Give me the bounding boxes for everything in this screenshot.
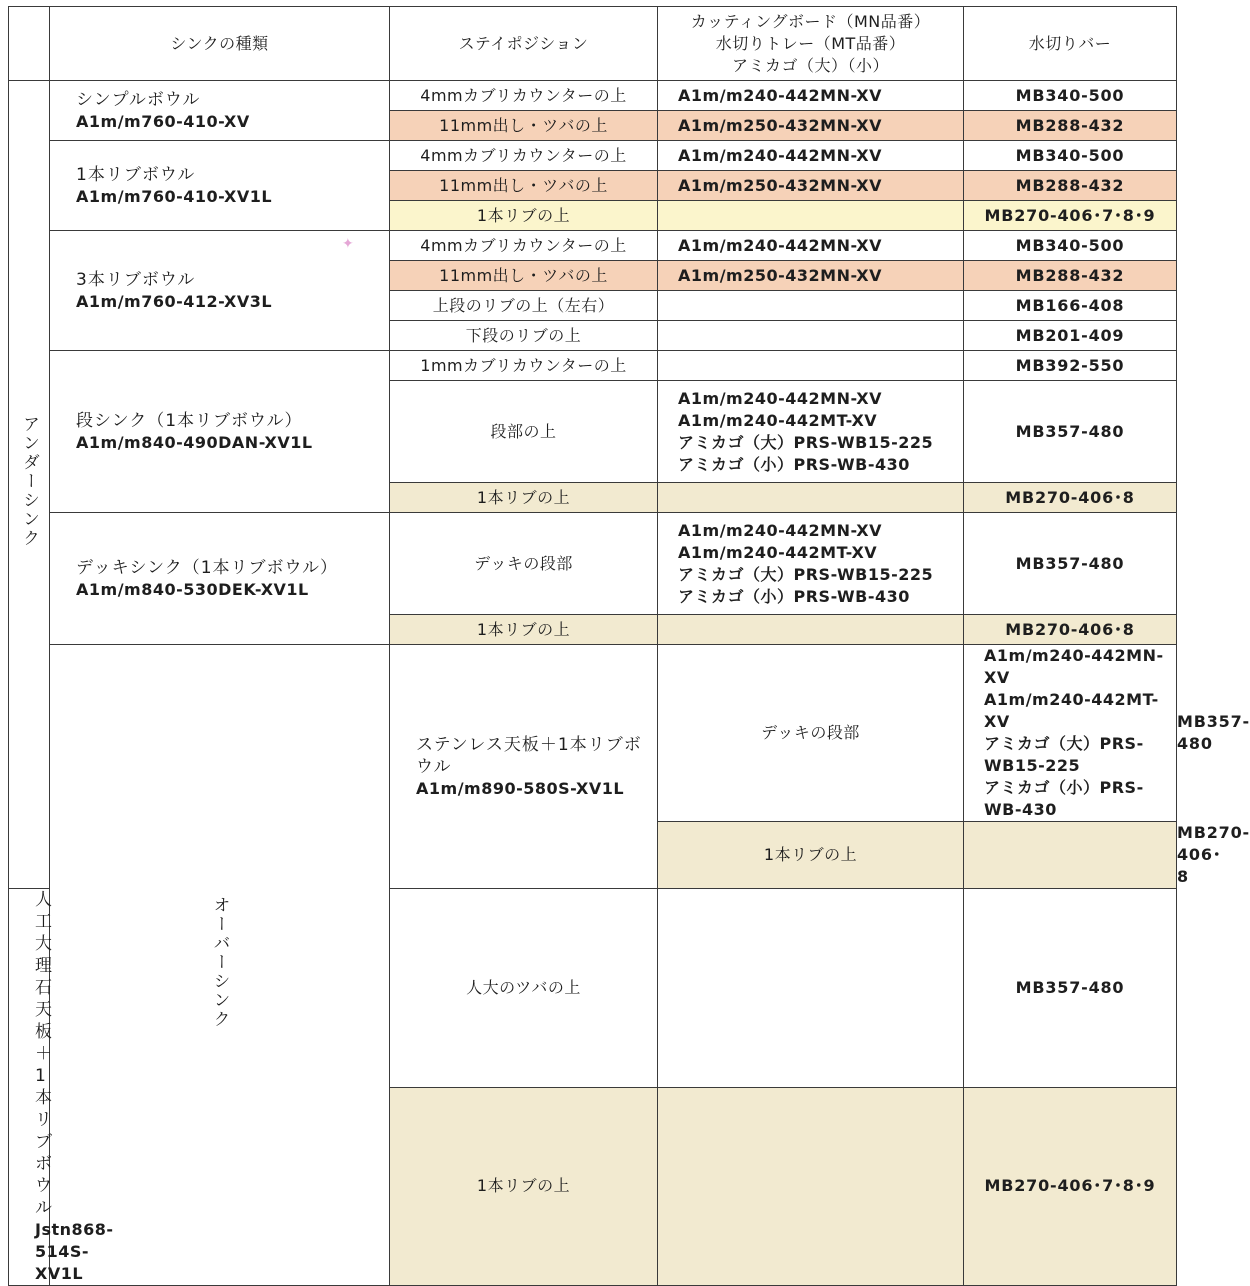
- sink-model: Jstn868-514S-XV1L: [35, 1220, 114, 1283]
- drain-bar-cell: MB340-500: [964, 141, 1177, 171]
- board-item: アミカゴ（大）PRS-WB15-225: [678, 564, 934, 584]
- board-cell: [658, 615, 964, 645]
- board-item: A1m/m240-442MT-XV: [678, 410, 878, 430]
- drain-bar-cell: MB166-408: [964, 291, 1177, 321]
- board-item: A1m/m250-432MN-XV: [678, 265, 883, 285]
- sink-cell: [390, 645, 658, 889]
- board-cell: [658, 261, 964, 291]
- header-cutting-board: [658, 7, 964, 81]
- board-cell: [964, 822, 1177, 889]
- drain-bar-cell: MB270-406･7･8･9: [964, 201, 1177, 231]
- stay-position-cell: 1本リブの上: [390, 201, 658, 231]
- sink-cell: [50, 351, 390, 513]
- board-item: A1m/m240-442MN-XV: [678, 145, 883, 165]
- stay-position-cell: 段部の上: [390, 381, 658, 483]
- sink-cell: [50, 513, 390, 645]
- table-row: 1本リブの上 MB270-406･8: [9, 822, 1177, 889]
- header-cutting-board-line: アミカゴ（大）（小）: [731, 55, 889, 75]
- board-item: アミカゴ（小）PRS-WB-430: [678, 454, 910, 474]
- board-cell: [658, 291, 964, 321]
- board-cell: [658, 201, 964, 231]
- stay-position-cell: 1本リブの上: [390, 1087, 658, 1286]
- sink-cell: [50, 231, 390, 351]
- sink-cell: [50, 81, 390, 141]
- board-cell: [658, 513, 964, 615]
- table-row: [9, 81, 1177, 111]
- sink-model: A1m/m840-530DEK-XV1L: [76, 579, 309, 599]
- stay-position-cell: 1本リブの上: [658, 822, 964, 889]
- sink-name: 段シンク（1本リブボウル）: [76, 410, 303, 431]
- category-label: アンダーシンク: [19, 415, 39, 548]
- board-item: アミカゴ（大）PRS-WB15-225: [984, 734, 1144, 775]
- board-cell: [658, 483, 964, 513]
- sink-model: A1m/m760-410-XV: [76, 111, 250, 131]
- sink-model: A1m/m760-412-XV3L: [76, 291, 273, 311]
- header-drain-bar: 水切りバー: [964, 7, 1177, 81]
- board-cell: [658, 889, 964, 1088]
- board-cell: [658, 351, 964, 381]
- board-cell: [658, 231, 964, 261]
- category-under-sink: [9, 81, 50, 889]
- stay-position-cell: 1mmカブリカウンターの上: [390, 351, 658, 381]
- sink-name: 3本リブボウル: [76, 269, 196, 290]
- board-cell: [658, 171, 964, 201]
- pink-smudge-mark: ✦: [342, 236, 354, 252]
- stay-position-cell: 11mm出し・ツバの上: [390, 171, 658, 201]
- sink-name: ステンレス天板＋1本リブボウル: [416, 734, 642, 777]
- stay-position-cell: 1本リブの上: [390, 483, 658, 513]
- board-item: アミカゴ（大）PRS-WB15-225: [678, 432, 934, 452]
- sink-model: A1m/m840-490DAN-XV1L: [76, 432, 313, 452]
- category-label: オーバーシンク: [209, 895, 230, 1029]
- board-cell: [658, 1087, 964, 1286]
- header-cutting-board-line: 水切りトレー（MT品番）: [715, 33, 906, 53]
- board-cell: [658, 81, 964, 111]
- board-item: A1m/m240-442MN-XV: [678, 388, 883, 408]
- drain-bar-cell: MB288-432: [964, 111, 1177, 141]
- table-row: [9, 231, 1177, 261]
- sink-cell: [50, 141, 390, 231]
- drain-bar-cell: MB270-406･7･8･9: [964, 1087, 1177, 1286]
- stay-position-cell: 4mmカブリカウンターの上: [390, 81, 658, 111]
- board-item: A1m/m240-442MN-XV: [678, 85, 883, 105]
- sink-name: 1本リブボウル: [76, 164, 196, 185]
- drain-bar-cell: MB392-550: [964, 351, 1177, 381]
- header-sink-type: シンクの種類: [50, 7, 390, 81]
- board-cell: [964, 645, 1177, 822]
- sink-cell: [9, 889, 114, 1286]
- header-blank-cell: [9, 7, 50, 81]
- board-cell: [658, 141, 964, 171]
- drain-bar-cell: MB357-480: [964, 889, 1177, 1088]
- table-row: [9, 351, 1177, 381]
- board-item: アミカゴ（小）PRS-WB-430: [984, 778, 1144, 819]
- stay-position-cell: 11mm出し・ツバの上: [390, 261, 658, 291]
- drain-bar-cell: MB201-409: [964, 321, 1177, 351]
- drain-bar-cell: MB357-480: [964, 513, 1177, 615]
- stay-position-cell: デッキの段部: [658, 645, 964, 822]
- board-item: A1m/m240-442MT-XV: [678, 542, 878, 562]
- drain-bar-cell: MB288-432: [964, 171, 1177, 201]
- sink-model: A1m/m890-580S-XV1L: [416, 778, 625, 798]
- board-cell: [658, 321, 964, 351]
- drain-bar-cell: MB340-500: [964, 231, 1177, 261]
- sink-name: デッキシンク（1本リブボウル）: [76, 557, 339, 578]
- board-item: アミカゴ（小）PRS-WB-430: [678, 586, 910, 606]
- sink-compatibility-table: [8, 6, 1250, 1286]
- sink-name: 人工大理石天板＋1本リブボウル: [35, 890, 53, 1218]
- stay-position-cell: 4mmカブリカウンターの上: [390, 231, 658, 261]
- board-cell: [658, 381, 964, 483]
- sink-model: A1m/m760-410-XV1L: [76, 186, 273, 206]
- board-item: A1m/m250-432MN-XV: [678, 175, 883, 195]
- board-item: A1m/m240-442MN-XV: [678, 235, 883, 255]
- drain-bar-cell: MB270-406･8: [964, 483, 1177, 513]
- stay-position-cell: デッキの段部: [390, 513, 658, 615]
- header-stay-position: ステイポジション: [390, 7, 658, 81]
- table-row: [9, 141, 1177, 171]
- stay-position-cell: 4mmカブリカウンターの上: [390, 141, 658, 171]
- board-cell: [658, 111, 964, 141]
- drain-bar-cell: MB288-432: [964, 261, 1177, 291]
- table-header-row: [9, 7, 1177, 81]
- stay-position-cell: 11mm出し・ツバの上: [390, 111, 658, 141]
- drain-bar-cell: MB270-406･8: [964, 615, 1177, 645]
- board-item: A1m/m250-432MN-XV: [678, 115, 883, 135]
- header-cutting-board-line: カッティングボード（MN品番）: [690, 11, 931, 31]
- drain-bar-cell: MB357-480: [964, 381, 1177, 483]
- board-item: A1m/m240-442MN-XV: [678, 520, 883, 540]
- drain-bar-cell: MB340-500: [964, 81, 1177, 111]
- stay-position-cell: 下段のリブの上: [390, 321, 658, 351]
- sink-name: シンプルボウル: [76, 89, 201, 110]
- board-item: A1m/m240-442MN-XV: [984, 646, 1164, 687]
- table-row: [9, 513, 1177, 615]
- category-over-sink: [50, 645, 390, 1286]
- board-item: A1m/m240-442MT-XV: [984, 690, 1159, 731]
- stay-position-cell: 1本リブの上: [390, 615, 658, 645]
- table-row: オーバーシンク ステンレス天板＋1本リブボウル A1m/m890-580S-XV1L デッキの段部 A1m/m240-442MN-XV A1m/m240-442MT-XV アミカゴ（大）PRS-WB15-225 アミカゴ（小）PRS-WB-430 MB357-480: [9, 645, 1177, 822]
- stay-position-cell: 人大のツバの上: [390, 889, 658, 1088]
- stay-position-cell: 上段のリブの上（左右）: [390, 291, 658, 321]
